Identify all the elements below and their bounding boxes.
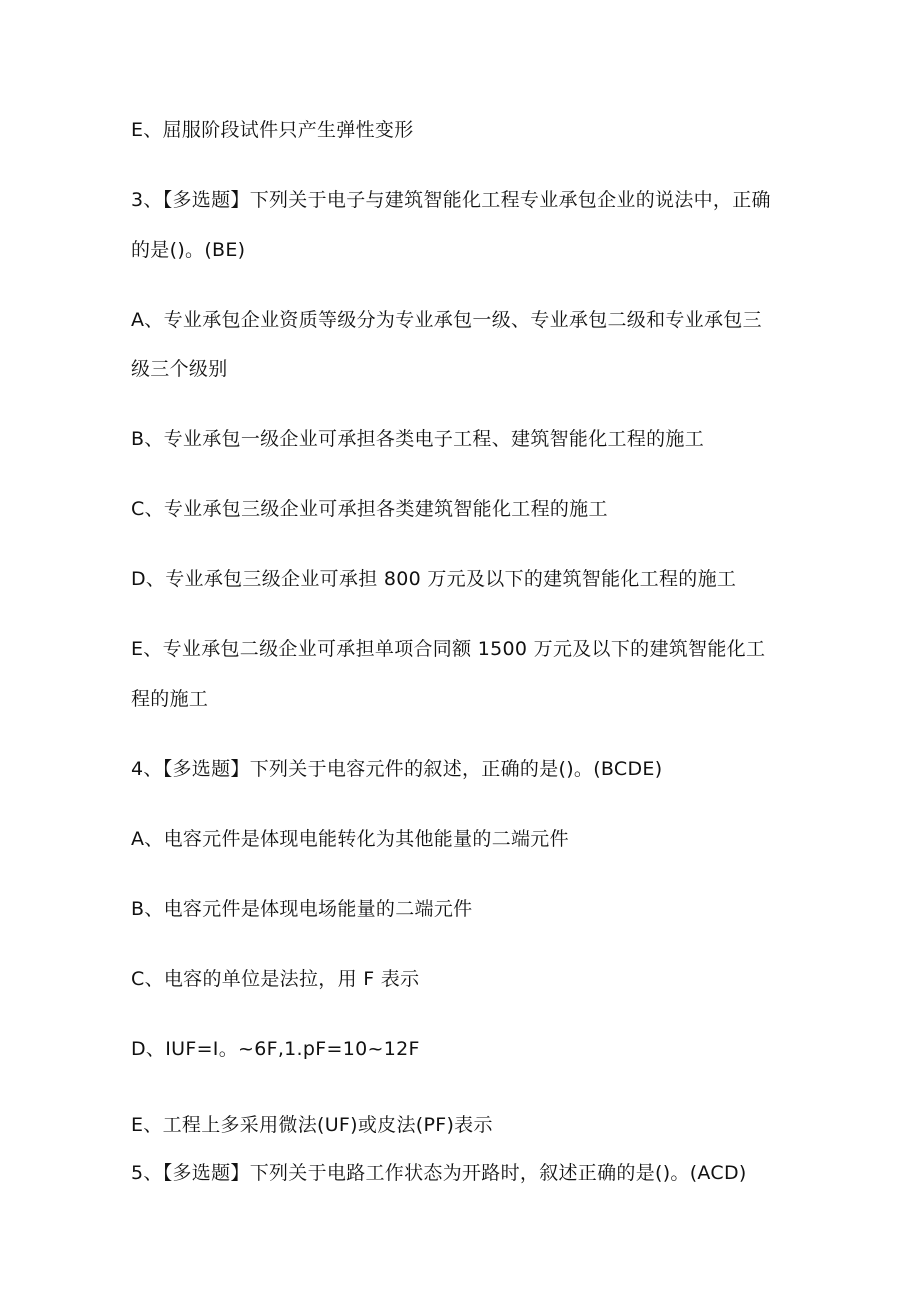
- q4-option-c: C、电容的单位是法拉，用 F 表示: [131, 968, 420, 990]
- q3-option-d: D、专业承包三级企业可承担 800 万元及以下的建筑智能化工程的施工: [131, 568, 737, 590]
- q3-option-c: C、专业承包三级企业可承担各类建筑智能化工程的施工: [131, 498, 608, 520]
- q5-question: 5、【多选题】下列关于电路工作状态为开路时，叙述正确的是()。(ACD): [131, 1162, 747, 1184]
- q4-option-a: A、电容元件是体现电能转化为其他能量的二端元件: [131, 828, 569, 850]
- q4-question: 4、【多选题】下列关于电容元件的叙述，正确的是()。(BCDE): [131, 758, 663, 780]
- q2-option-e: E、屈服阶段试件只产生弹性变形: [131, 119, 414, 141]
- q3-option-a: A、专业承包企业资质等级分为专业承包一级、专业承包二级和专业承包三: [131, 309, 762, 331]
- q3-option-e-cont: 程的施工: [131, 688, 209, 710]
- q3-option-b: B、专业承包一级企业可承担各类电子工程、建筑智能化工程的施工: [131, 428, 705, 450]
- q4-option-b: B、电容元件是体现电场能量的二端元件: [131, 898, 473, 920]
- q3-option-a-cont: 级三个级别: [131, 358, 228, 380]
- q3-option-e: E、专业承包二级企业可承担单项合同额 1500 万元及以下的建筑智能化工: [131, 638, 766, 660]
- q3-question-cont: 的是()。(BE): [131, 239, 246, 261]
- q4-option-d: D、IUF=I。~6F,1.pF=10~12F: [131, 1038, 420, 1060]
- q3-question: 3、【多选题】下列关于电子与建筑智能化工程专业承包企业的说法中，正确: [131, 189, 771, 211]
- q4-option-e: E、工程上多采用微法(UF)或皮法(PF)表示: [131, 1114, 493, 1136]
